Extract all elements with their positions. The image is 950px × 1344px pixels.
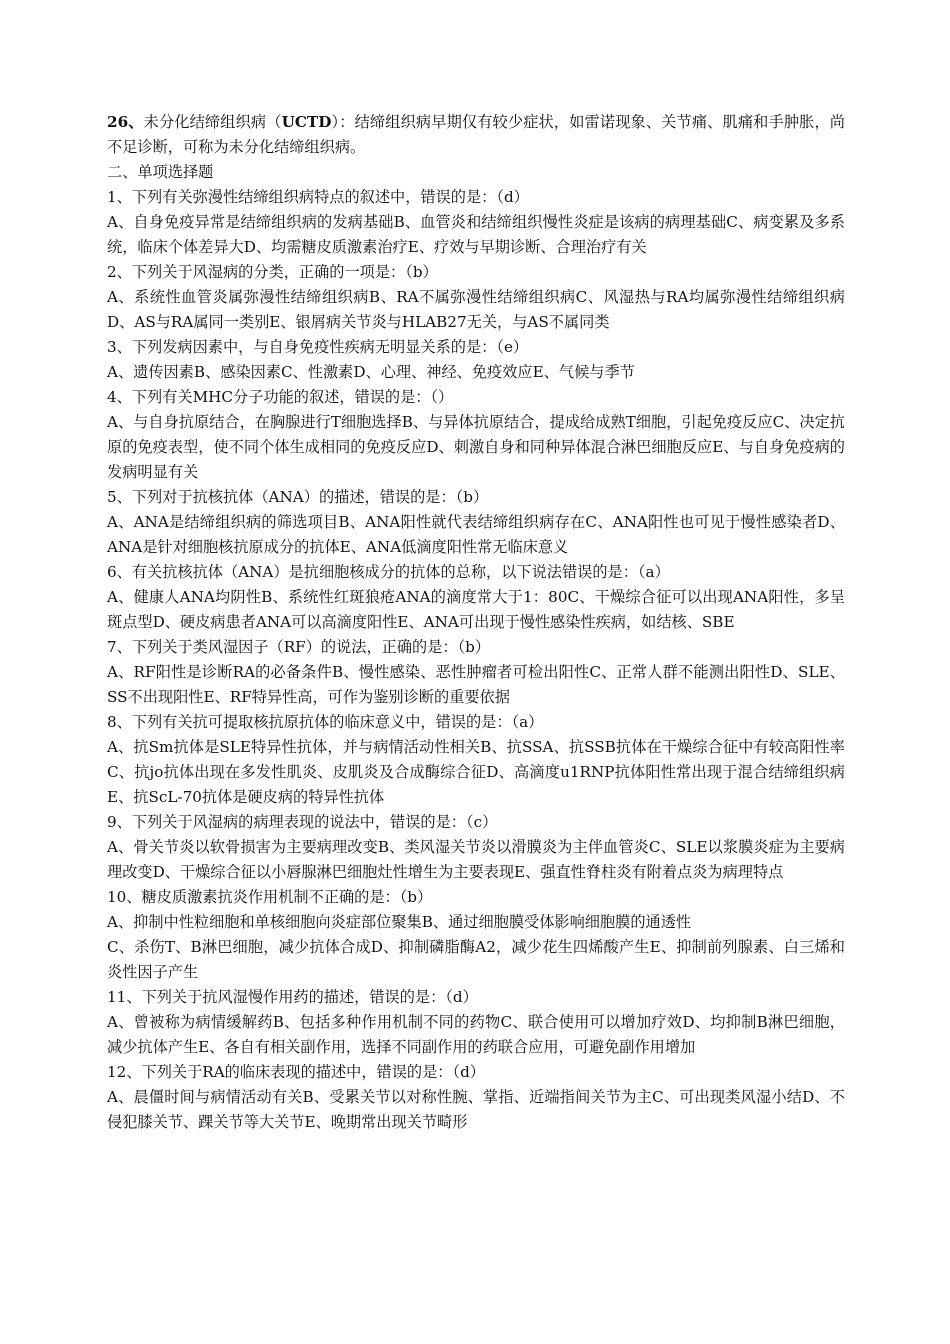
definition-body: 结缔组织病早期仅有较少症状，如雷诺现象、关节痛、肌痛和手肿胀，尚不足诊断，可称为未分化结缔组织病。 [107, 113, 845, 156]
answer-options-6: A、健康人ANA均阴性B、系统性红斑狼疮ANA的滴度常大于1：80C、干燥综合征可以出现ANA阳性，多呈斑点型D、硬皮病患者ANA可以高滴度阳性E、ANA可出现于慢性感染性疾病，如结核、SBE [107, 588, 845, 631]
question-11: 11、下列关于抗风湿慢作用药的描述，错误的是：（d） [107, 988, 478, 1006]
definition-term-suffix: ）： [331, 113, 355, 131]
question-10: 10、糖皮质激素抗炎作用机制不正确的是：（b） [107, 888, 433, 906]
answer-options-10-continued: C、杀伤T、B淋巴细胞，减少抗体合成D、抑制磷脂酶A2，减少花生四烯酸产生E、抑制前列腺素、白三烯和炎性因子产生 [107, 938, 845, 981]
definition-26 [107, 110, 845, 160]
answer-options-3: A、遗传因素B、感染因素C、性激素D、心理、神经、免疫效应E、气候与季节 [107, 363, 635, 381]
answer-options-2: A、系统性血管炎属弥漫性结缔组织病B、RA不属弥漫性结缔组织病C、风湿热与RA均属弥漫性结缔组织病D、AS与RA属同一类别E、银屑病关节炎与HLAB27无关，与AS不属同类 [107, 288, 845, 331]
definition-term-abbrev: UCTD [281, 113, 332, 131]
question-7: 7、下列关于类风湿因子（RF）的说法，正确的是：（b） [107, 638, 491, 656]
definition-term-prefix: 未分化结缔组织病（ [143, 113, 282, 131]
answer-options-10: A、抑制中性粒细胞和单核细胞向炎症部位聚集B、通过细胞膜受体影响细胞膜的通透性 [107, 913, 692, 931]
answer-options-9: A、骨关节炎以软骨损害为主要病理改变B、类风湿关节炎以滑膜炎为主伴血管炎C、SLE以浆膜炎症为主要病理改变D、干燥综合征以小唇腺淋巴细胞灶性增生为主要表现E、强直性脊柱炎有附着点炎为病理特点 [107, 838, 845, 881]
answer-options-4: A、与自身抗原结合，在胸腺进行T细胞选择B、与异体抗原结合，提成给成熟T细胞，引起免疫反应C、决定抗原的免疫表型，使不同个体生成相同的免疫反应D、刺激自身和同种异体混合淋巴细胞反应E、与自身免疫病的发病明显有关 [107, 413, 845, 481]
question-2: 2、下列关于风湿病的分类，正确的一项是：（b） [107, 263, 438, 281]
answer-options-12: A、晨僵时间与病情活动有关B、受累关节以对称性腕、掌指、近端指间关节为主C、可出现类风湿小结D、不侵犯膝关节、踝关节等大关节E、晚期常出现关节畸形 [107, 1088, 845, 1131]
answer-options-11: A、曾被称为病情缓解药B、包括多种作用机制不同的药物C、联合使用可以增加疗效D、均抑制B淋巴细胞，减少抗体产生E、各自有相关副作用，选择不同副作用的药联合应用，可避免副作用增加 [107, 1013, 845, 1056]
document-page [107, 110, 845, 1135]
definition-number: 26、 [107, 113, 144, 131]
answer-options-5: A、ANA是结缔组织病的筛选项目B、ANA阳性就代表结缔组织病存在C、ANA阳性也可见于慢性感染者D、ANA是针对细胞核抗原成分的抗体E、ANA低滴度阳性常无临床意义 [107, 513, 845, 556]
answer-options-1: A、自身免疫异常是结缔组织病的发病基础B、血管炎和结缔组织慢性炎症是该病的病理基础C、病变累及多系统，临床个体差异大D、均需糖皮质激素治疗E、疗效与早期诊断、合理治疗有关 [107, 213, 845, 256]
question-1: 1、下列有关弥漫性结缔组织病特点的叙述中，错误的是：（d） [107, 188, 529, 206]
question-4: 4、下列有关MHC分子功能的叙述，错误的是：（） [107, 388, 454, 406]
answer-options-8: A、抗Sm抗体是SLE特异性抗体，并与病情活动性相关B、抗SSA、抗SSB抗体在干燥综合征中有较高阳性率C、抗jo抗体出现在多发性肌炎、皮肌炎及合成酶综合征D、高滴度u1RNP抗体阳性常出现于混合结缔组织病E、抗ScL-70抗体是硬皮病的特异性抗体 [107, 738, 845, 806]
question-3: 3、下列发病因素中，与自身免疫性疾病无明显关系的是：（e） [107, 338, 529, 356]
question-9: 9、下列关于风湿病的病理表现的说法中，错误的是：（c） [107, 813, 498, 831]
question-8: 8、下列有关抗可提取核抗原抗体的临床意义中，错误的是：（a） [107, 713, 544, 731]
question-6: 6、有关抗核抗体（ANA）是抗细胞核成分的抗体的总称，以下说法错误的是：（a） [107, 563, 670, 581]
question-12: 12、下列关于RA的临床表现的描述中，错误的是：（d） [107, 1063, 485, 1081]
answer-options-7: A、RF阳性是诊断RA的必备条件B、慢性感染、恶性肿瘤者可检出阳性C、正常人群不能测出阳性D、SLE、SS不出现阳性E、RF特异性高，可作为鉴别诊断的重要依据 [107, 663, 845, 706]
section-title: 二、单项选择题 [107, 163, 214, 181]
question-5: 5、下列对于抗核抗体（ANA）的描述，错误的是：（b） [107, 488, 489, 506]
